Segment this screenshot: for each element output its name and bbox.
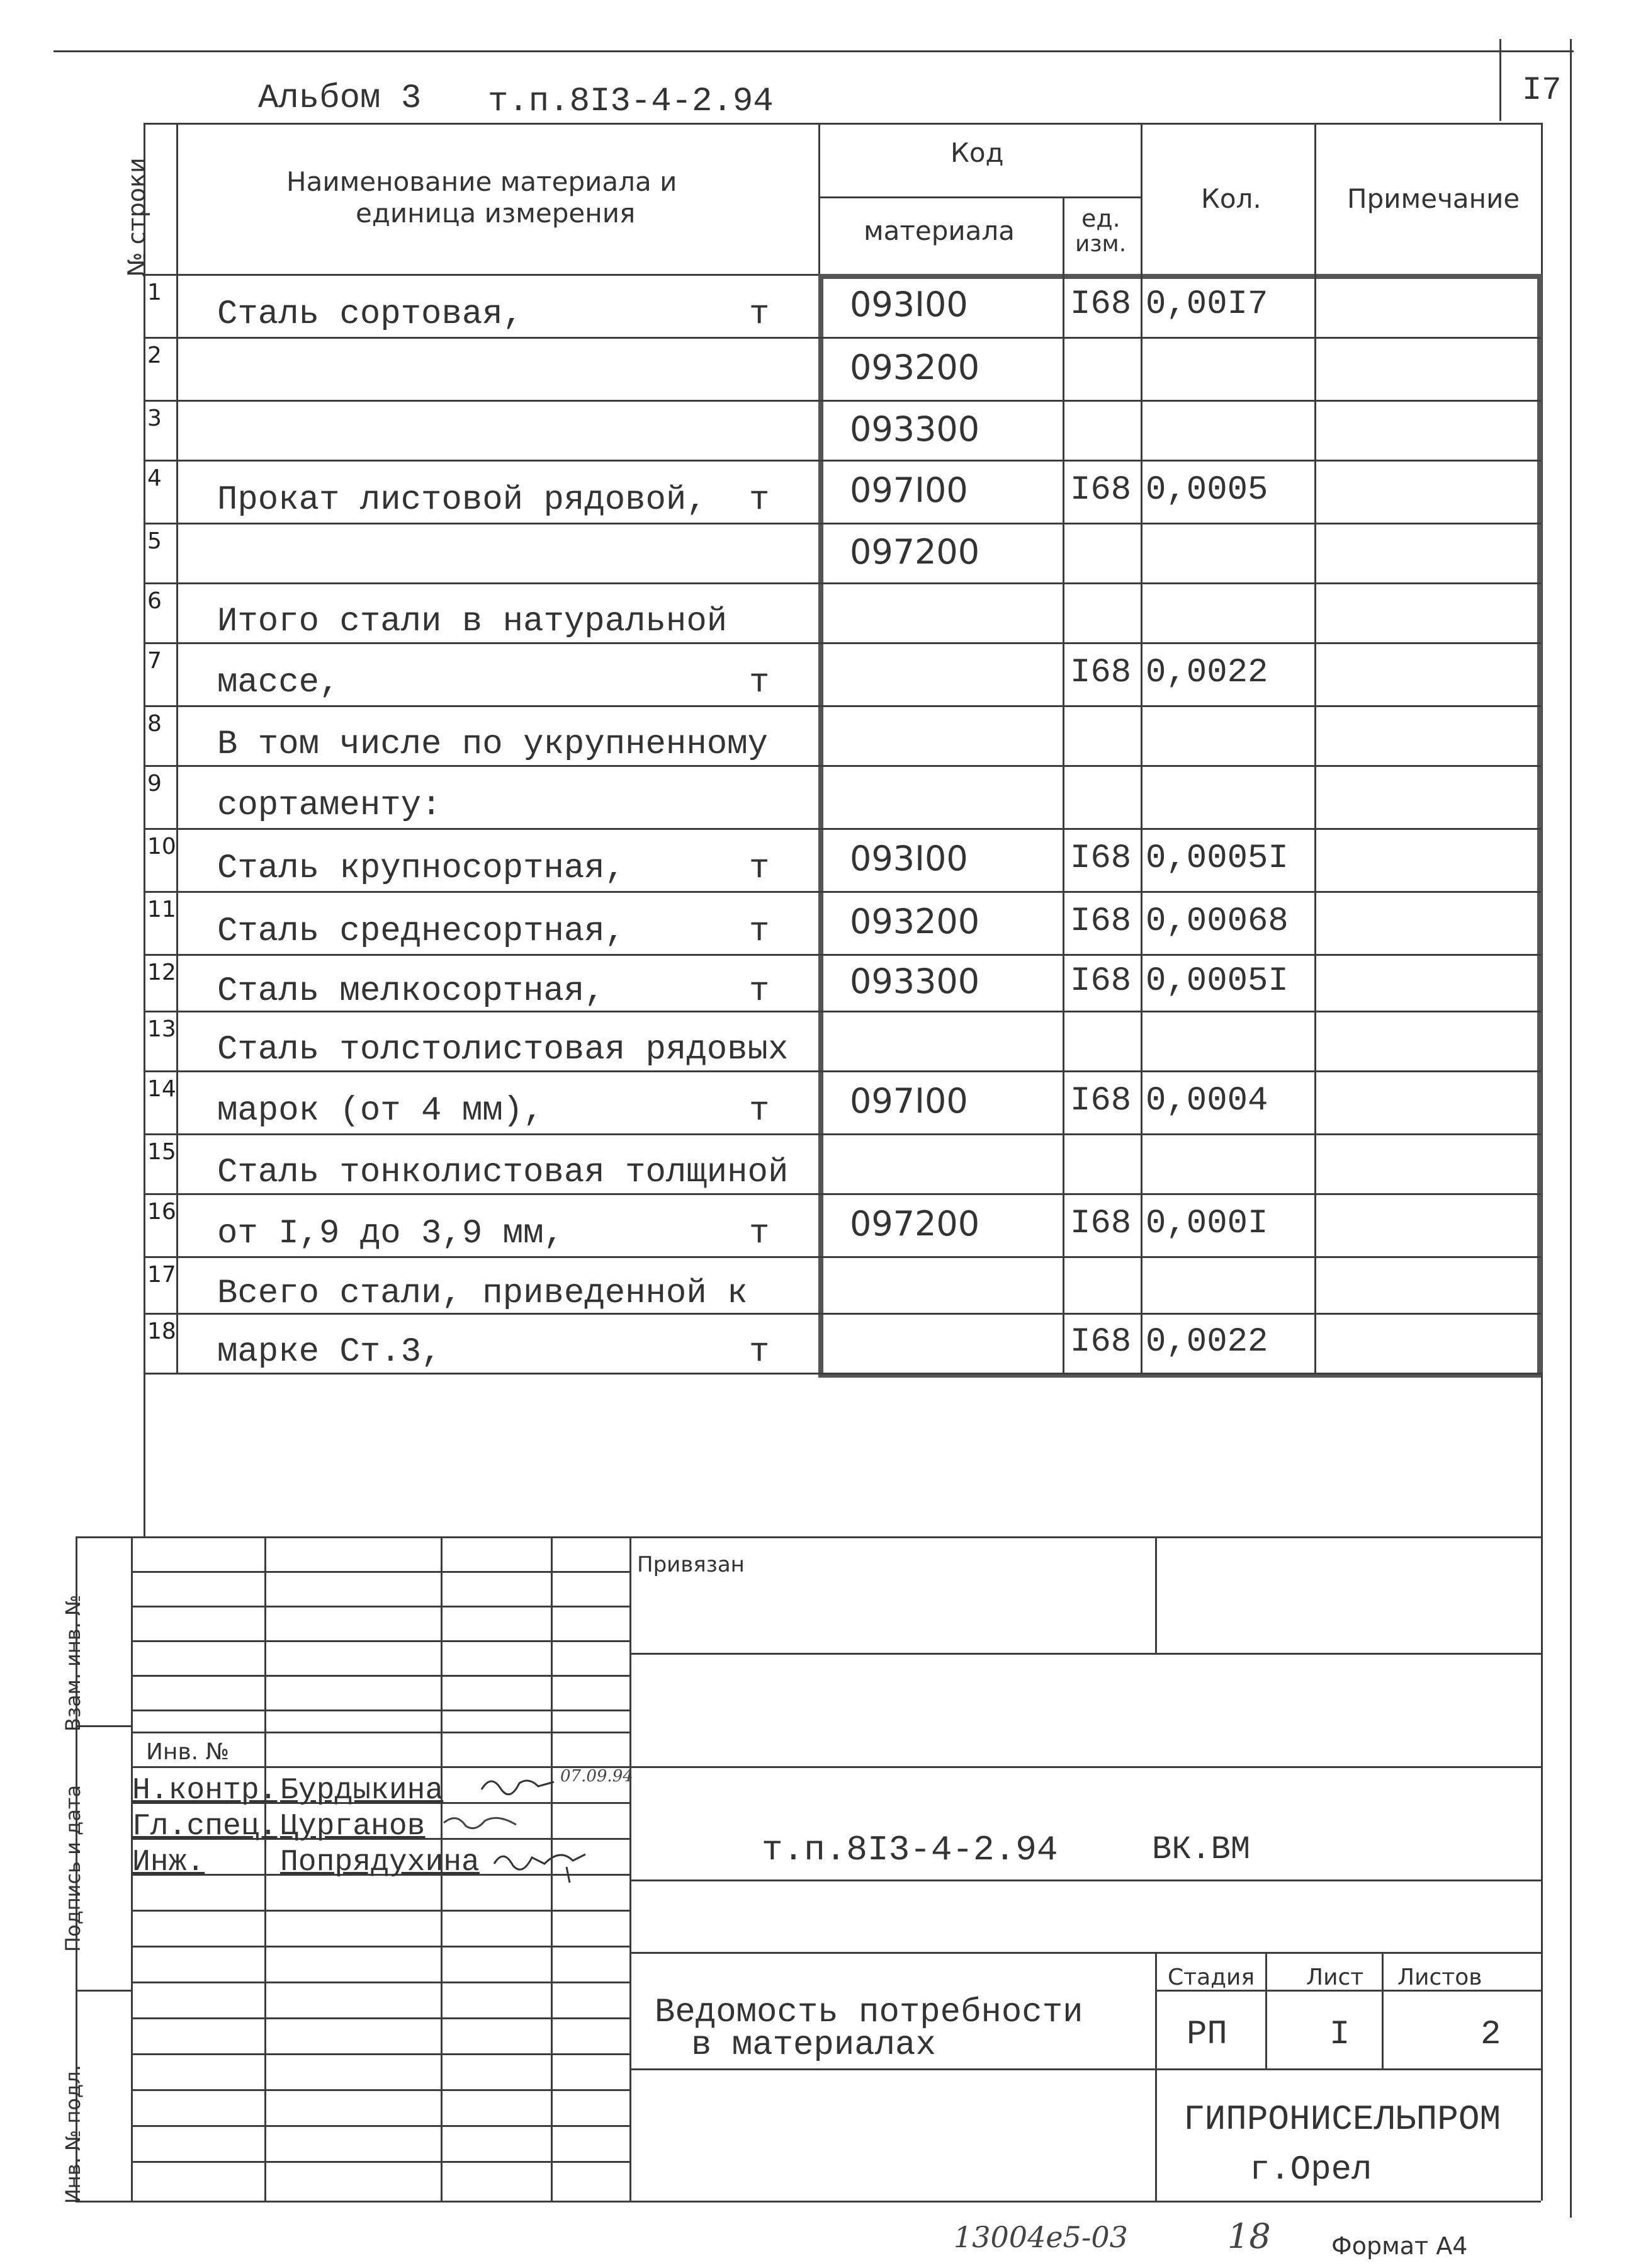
row-number: 16 [147, 1199, 176, 1225]
material-name: марке Ст.3, [217, 1332, 442, 1371]
unit-code: I68 [1070, 1082, 1132, 1120]
staff-name-3: Попрядухина [280, 1846, 480, 1880]
album-label: Альбом 3 [258, 79, 422, 118]
unit: т [749, 664, 770, 702]
quantity: 0,0022 [1146, 1322, 1268, 1361]
row-number: 4 [147, 465, 162, 491]
org-name: ГИПРОНИСЕЛЬПРОМ [1183, 2099, 1501, 2140]
handwritten-page: 18 [1227, 2216, 1271, 2256]
header-doc-code: т.п.8I3-4-2.94 [488, 82, 774, 121]
material-name: Сталь среднесортная, [217, 912, 626, 951]
row-number: 9 [147, 771, 162, 797]
sheets-label: Листов [1397, 1965, 1482, 1990]
col-note-header: Примечание [1347, 183, 1520, 214]
quantity: 0,0005I [1146, 839, 1289, 878]
row-number: 6 [147, 588, 162, 614]
signature-1 [478, 1771, 560, 1802]
unit-code: I68 [1070, 839, 1132, 878]
quantity: 0,00068 [1146, 902, 1289, 941]
staff-name-1: Бурдыкина [280, 1774, 444, 1808]
tb-doc-code: т.п.8I3-4-2.94 [762, 1830, 1058, 1870]
signature-3 [491, 1842, 598, 1886]
unit: т [749, 1332, 770, 1371]
unit-code: I68 [1070, 1322, 1132, 1361]
side-label-vzam: Взам. инв. № [61, 1594, 85, 1732]
unit-code: I68 [1070, 902, 1132, 941]
row-number: 13 [147, 1016, 176, 1042]
material-name: Всего стали, приведенной к [217, 1274, 748, 1313]
top-rule [54, 50, 1574, 52]
side-label-inv-podl: Инв. № подл. [61, 2065, 85, 2204]
col-name-header-line1: Наименование материала и [286, 166, 677, 197]
tb-title-line2: в материалах [691, 2026, 936, 2065]
quantity: 0,0005 [1146, 471, 1268, 509]
col-code-unit-header-2: изм. [1075, 231, 1127, 257]
quantity: 0,0022 [1146, 654, 1268, 692]
material-code: 093I00 [850, 839, 968, 878]
material-code: 097I00 [850, 1081, 968, 1121]
unit-code: I68 [1070, 654, 1132, 692]
staff-role-1: Н.контр. [132, 1774, 278, 1808]
row-number: 1 [147, 280, 162, 305]
row-number: 5 [147, 528, 162, 554]
sheet-value: I [1329, 2016, 1350, 2054]
unit: т [749, 849, 770, 888]
material-name: от I,9 до 3,9 мм, [217, 1215, 564, 1253]
unit: т [749, 1215, 770, 1253]
row-number: 8 [147, 711, 162, 737]
material-code: 093200 [850, 348, 980, 387]
col-code-unit-header-1: ед. [1081, 205, 1120, 232]
stage-value: РП [1187, 2016, 1227, 2054]
material-code: 097200 [850, 531, 980, 572]
unit-code: I68 [1070, 1205, 1132, 1243]
unit: т [749, 295, 770, 334]
unit: т [749, 912, 770, 951]
row-number: 18 [147, 1318, 176, 1344]
material-name: сортаменту: [217, 786, 442, 825]
page-number: I7 [1522, 72, 1562, 109]
col-name-header-line2: единица измерения [356, 198, 636, 229]
quantity: 0,00I7 [1146, 285, 1268, 324]
unit: т [749, 1092, 770, 1130]
material-name: Сталь толстолистовая рядовых [217, 1030, 789, 1069]
row-number: 17 [147, 1262, 176, 1288]
material-name: Сталь мелкосортная, [217, 972, 605, 1011]
material-name: Сталь сортовая, [217, 295, 524, 334]
privyazan-label: Привязан [637, 1552, 745, 1577]
staff-name-2: Цурганов [280, 1810, 426, 1844]
tb-title-line1: Ведомость потребности [655, 1993, 1083, 2032]
sheets-value: 2 [1481, 2016, 1501, 2054]
material-name: В том числе по укрупненному [217, 725, 768, 764]
inv-no-label: Инв. № [146, 1739, 230, 1765]
quantity: 0,000I [1146, 1205, 1268, 1243]
material-code: 093300 [850, 409, 980, 449]
material-code: 097I00 [850, 470, 968, 510]
stage-label: Стадия [1168, 1965, 1255, 1990]
unit: т [749, 972, 770, 1011]
row-number: 14 [147, 1076, 176, 1102]
quantity: 0,0004 [1146, 1082, 1268, 1120]
unit-code: I68 [1070, 285, 1132, 324]
org-city: г.Орел [1250, 2151, 1372, 2189]
col-qty-header: Кол. [1201, 183, 1261, 214]
material-code: 097200 [850, 1204, 980, 1244]
row-number: 11 [147, 897, 176, 922]
row-number: 3 [147, 405, 162, 431]
material-name: Прокат листовой рядовой, [217, 481, 707, 519]
material-code: 093200 [850, 902, 980, 941]
material-code: 093300 [850, 961, 980, 1001]
staff-role-3: Инж. [132, 1846, 205, 1880]
tb-doc-mark: ВК.ВМ [1152, 1831, 1251, 1868]
col-code-material-header: материала [864, 215, 1015, 246]
unit: т [749, 481, 770, 519]
page-number-divider [1499, 39, 1501, 121]
format-label: Формат А4 [1331, 2232, 1468, 2260]
row-number: 2 [147, 343, 162, 368]
material-name: массе, [217, 664, 340, 702]
side-label-podpis: Подпись и дата [61, 1784, 85, 1952]
unit-code: I68 [1070, 471, 1132, 509]
material-name: марок (от 4 мм), [217, 1092, 544, 1130]
material-name: Сталь тонколистовая толщиной [217, 1153, 789, 1192]
col-code-header: Код [951, 137, 1004, 168]
material-name: Сталь крупносортная, [217, 849, 626, 888]
unit-code: I68 [1070, 962, 1132, 1001]
staff-date-1: 07.09.94 [560, 1767, 633, 1786]
staff-role-2: Гл.спец. [132, 1810, 278, 1844]
row-number: 15 [147, 1139, 176, 1165]
col-row-no-header: № строки [123, 157, 150, 277]
sheet-label: Лист [1306, 1965, 1364, 1990]
material-code: 093I00 [850, 285, 968, 324]
right-border [1570, 39, 1572, 2218]
row-number: 7 [147, 648, 162, 674]
row-number: 12 [147, 960, 176, 985]
material-name: Итого стали в натуральной [217, 602, 728, 641]
handwritten-number: 13004е5-03 [954, 2220, 1128, 2254]
row-number: 10 [147, 834, 176, 859]
signature-2 [441, 1807, 522, 1839]
quantity: 0,0005I [1146, 962, 1289, 1001]
